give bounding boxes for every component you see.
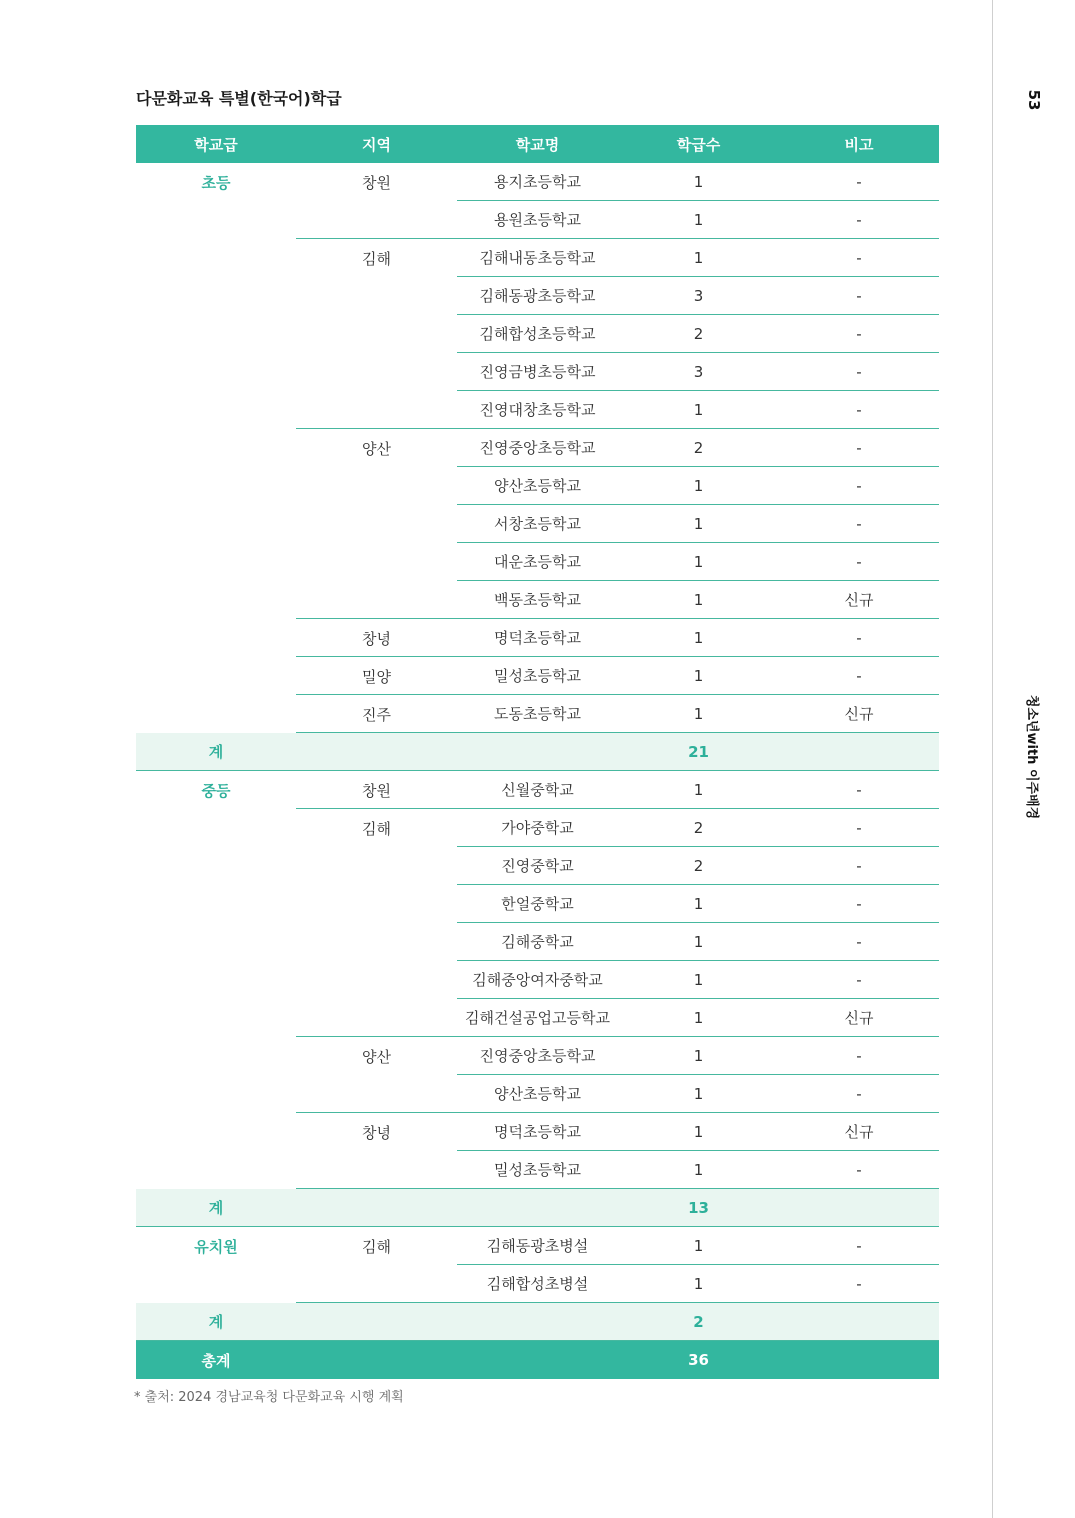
school-name-cell: 진영대창초등학교 (457, 391, 618, 429)
school-name-cell: 용원초등학교 (457, 201, 618, 239)
class-count-cell: 1 (618, 1151, 779, 1189)
note-cell: - (779, 239, 939, 277)
school-name-cell: 백동초등학교 (457, 581, 618, 619)
region-cell: 창원 (296, 771, 457, 809)
empty-cell (296, 1303, 457, 1341)
region-cell: 김해 (296, 1227, 457, 1303)
class-count-cell: 1 (618, 239, 779, 277)
empty-cell (296, 1189, 457, 1227)
class-count-cell: 2 (618, 847, 779, 885)
class-count-cell: 3 (618, 277, 779, 315)
note-cell: - (779, 467, 939, 505)
note-cell: 신규 (779, 695, 939, 733)
table-row (136, 163, 939, 201)
region-cell: 밀양 (296, 657, 457, 695)
table-row (136, 771, 939, 809)
table-title: 다문화교육 특별(한국어)학급 (136, 89, 342, 108)
empty-cell (296, 1341, 457, 1380)
school-name-cell: 진영금병초등학교 (457, 353, 618, 391)
note-cell: - (779, 619, 939, 657)
class-count-cell: 1 (618, 467, 779, 505)
note-cell: - (779, 505, 939, 543)
class-count-cell: 1 (618, 1227, 779, 1265)
header-cell-level: 학교급 (136, 125, 296, 163)
region-cell: 김해 (296, 809, 457, 1037)
class-count-cell: 1 (618, 771, 779, 809)
region-cell: 김해 (296, 239, 457, 429)
region-cell: 진주 (296, 695, 457, 733)
class-count-cell: 1 (618, 695, 779, 733)
school-name-cell: 김해내동초등학교 (457, 239, 618, 277)
school-name-cell: 진영중앙초등학교 (457, 1037, 618, 1075)
school-level-cell: 유치원 (194, 1238, 238, 1256)
region-cell: 창녕 (296, 1113, 457, 1189)
class-count-cell: 1 (618, 961, 779, 999)
class-count-cell: 1 (618, 505, 779, 543)
school-name-cell: 밀성초등학교 (457, 657, 618, 695)
school-name-cell: 밀성초등학교 (457, 1151, 618, 1189)
school-class-table (136, 125, 939, 1379)
class-count-cell: 1 (618, 1113, 779, 1151)
note-cell: - (779, 315, 939, 353)
header-cell-region: 지역 (296, 125, 457, 163)
region-cell: 양산 (296, 1037, 457, 1113)
subtotal-label: 계 (136, 733, 296, 771)
school-name-cell: 명덕초등학교 (457, 1113, 618, 1151)
region-cell: 창원 (296, 163, 457, 239)
school-name-cell: 김해합성초등학교 (457, 315, 618, 353)
empty-cell (296, 733, 457, 771)
class-count-cell: 2 (618, 429, 779, 467)
subtotal-row (136, 1303, 939, 1341)
subtotal-row (136, 733, 939, 771)
table-row (136, 1227, 939, 1265)
empty-cell (779, 1189, 939, 1227)
note-cell: 신규 (779, 1113, 939, 1151)
note-cell: - (779, 391, 939, 429)
note-cell: - (779, 847, 939, 885)
school-name-cell: 김해중학교 (457, 923, 618, 961)
school-name-cell: 서창초등학교 (457, 505, 618, 543)
page-number: 53 (1025, 89, 1043, 111)
class-count-cell: 1 (618, 1037, 779, 1075)
school-name-cell: 용지초등학교 (457, 163, 618, 201)
school-name-cell: 진영중앙초등학교 (457, 429, 618, 467)
note-cell: - (779, 771, 939, 809)
class-count-cell: 3 (618, 353, 779, 391)
note-cell: - (779, 277, 939, 315)
region-cell: 양산 (296, 429, 457, 619)
note-cell: - (779, 429, 939, 467)
school-name-cell: 김해중앙여자중학교 (457, 961, 618, 999)
chapter-title: 청소년with 이주배경 (1024, 694, 1040, 820)
school-name-cell: 김해동광초병설 (457, 1227, 618, 1265)
grand-total-row (136, 1341, 939, 1380)
note-cell: - (779, 1265, 939, 1303)
source-note: * 출처: 2024 경남교육청 다문화교육 시행 계획 (134, 1390, 404, 1405)
class-count-cell: 1 (618, 657, 779, 695)
header-row (136, 125, 939, 163)
note-cell: - (779, 1037, 939, 1075)
school-name-cell: 신월중학교 (457, 771, 618, 809)
school-level-cell: 중등 (201, 782, 231, 800)
subtotal-value: 13 (618, 1189, 779, 1227)
school-name-cell: 가야중학교 (457, 809, 618, 847)
table-body (136, 163, 939, 1379)
note-cell: 신규 (779, 999, 939, 1037)
school-level-cell: 초등 (201, 174, 231, 192)
header-cell-school: 학교명 (457, 125, 618, 163)
class-count-cell: 1 (618, 1265, 779, 1303)
note-cell: - (779, 809, 939, 847)
class-count-cell: 1 (618, 543, 779, 581)
class-count-cell: 1 (618, 923, 779, 961)
class-count-cell: 2 (618, 315, 779, 353)
empty-cell (457, 1189, 618, 1227)
grand-total-label: 총계 (136, 1341, 296, 1380)
region-cell: 창녕 (296, 619, 457, 657)
empty-cell (457, 1303, 618, 1341)
school-name-cell: 대운초등학교 (457, 543, 618, 581)
subtotal-row (136, 1189, 939, 1227)
subtotal-label: 계 (136, 1303, 296, 1341)
school-name-cell: 한얼중학교 (457, 885, 618, 923)
note-cell: - (779, 1075, 939, 1113)
empty-cell (779, 1341, 939, 1380)
header-cell-note: 비고 (779, 125, 939, 163)
subtotal-value: 21 (618, 733, 779, 771)
note-cell: - (779, 657, 939, 695)
class-count-cell: 1 (618, 163, 779, 201)
empty-cell (457, 733, 618, 771)
header-cell-count: 학급수 (618, 125, 779, 163)
school-name-cell: 김해건설공업고등학교 (457, 999, 618, 1037)
margin-divider (992, 0, 993, 1518)
class-count-cell: 1 (618, 1075, 779, 1113)
school-name-cell: 진영중학교 (457, 847, 618, 885)
class-count-cell: 1 (618, 201, 779, 239)
note-cell: - (779, 1227, 939, 1265)
grand-total-value: 36 (618, 1341, 779, 1380)
class-count-cell: 1 (618, 885, 779, 923)
empty-cell (779, 1303, 939, 1341)
note-cell: - (779, 885, 939, 923)
note-cell: - (779, 163, 939, 201)
school-name-cell: 김해동광초등학교 (457, 277, 618, 315)
school-name-cell: 명덕초등학교 (457, 619, 618, 657)
note-cell: - (779, 923, 939, 961)
class-count-cell: 1 (618, 391, 779, 429)
class-count-cell: 1 (618, 581, 779, 619)
note-cell: - (779, 353, 939, 391)
subtotal-value: 2 (618, 1303, 779, 1341)
school-name-cell: 김해합성초병설 (457, 1265, 618, 1303)
note-cell: - (779, 961, 939, 999)
subtotal-label: 계 (136, 1189, 296, 1227)
empty-cell (779, 733, 939, 771)
class-count-cell: 1 (618, 619, 779, 657)
school-name-cell: 양산초등학교 (457, 1075, 618, 1113)
empty-cell (457, 1341, 618, 1380)
note-cell: - (779, 1151, 939, 1189)
class-count-cell: 1 (618, 999, 779, 1037)
note-cell: - (779, 201, 939, 239)
note-cell: - (779, 543, 939, 581)
school-name-cell: 양산초등학교 (457, 467, 618, 505)
school-name-cell: 도동초등학교 (457, 695, 618, 733)
class-count-cell: 2 (618, 809, 779, 847)
note-cell: 신규 (779, 581, 939, 619)
